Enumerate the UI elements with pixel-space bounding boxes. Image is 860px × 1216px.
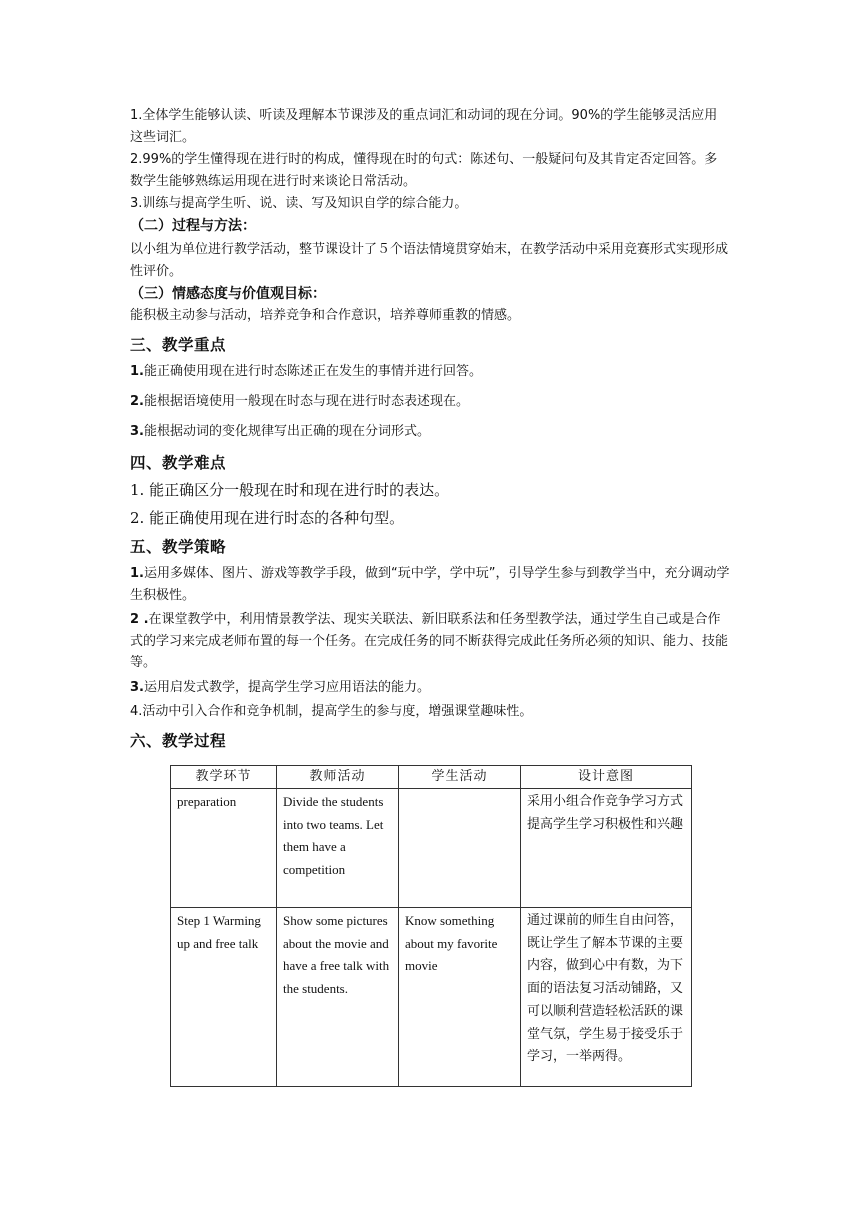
header-design-intent: 设计意图 xyxy=(521,766,692,789)
cell-teacher-activity: Show some pictures about the movie and have a free talk with the students. xyxy=(277,908,399,1087)
difficulties-heading: 四、教学难点 xyxy=(130,454,227,472)
header-teacher-activity: 教师活动 xyxy=(277,766,399,789)
cell-stage: Step 1 Warming up and free talk xyxy=(171,908,277,1087)
teaching-process-table xyxy=(170,765,692,1087)
cell-stage: preparation xyxy=(171,789,277,908)
cell-student-activity: Know something about my favorite movie xyxy=(399,908,521,1087)
difficulty-1: 1. 能正确区分一般现在时和现在进行时的表达。 xyxy=(130,481,450,499)
header-stage: 教学环节 xyxy=(171,766,277,789)
emotion-text: 能积极主动参与活动，培养竞争和合作意识，培养尊师重教的情感。 xyxy=(130,308,521,323)
objective-line-1: 1.全体学生能够认读、听读及理解本节课涉及的重点词汇和动词的现在分词。90%的学生能够灵活应用这些词汇。 xyxy=(130,108,718,145)
process-method-text: 以小组为单位进行教学活动，整节课设计了５个语法情境贯穿始末，在教学活动中采用竞赛形式实现形成性评价。 xyxy=(130,242,729,279)
cell-teacher-activity: Divide the students into two teams. Let them have a competition xyxy=(277,789,399,908)
key-points-heading: 三、教学重点 xyxy=(130,336,227,354)
strategy-item-3: 3.运用启发式教学，提高学生学习应用语法的能力。 xyxy=(130,679,430,695)
cell-design-intent: 通过课前的师生自由问答，既让学生了解本节课的主要内容，做到心中有数，为下面的语法复习活动铺路，又可以顺利营造轻松活跃的课堂气氛，学生易于接受乐于学习，一举两得。 xyxy=(521,908,692,1087)
table-row xyxy=(171,908,692,1087)
key-point-1: 1.能正确使用现在进行时态陈述正在发生的事情并进行回答。 xyxy=(130,364,482,379)
strategy-item-4: 4.活动中引入合作和竞争机制，提高学生的参与度，增强课堂趣味性。 xyxy=(130,704,533,719)
difficulty-2: 2. 能正确使用现在进行时态的各种句型。 xyxy=(130,509,405,527)
objective-line-3: 3.训练与提高学生听、说、读、写及知识自学的综合能力。 xyxy=(130,196,468,211)
emotion-title: （三）情感态度与价值观目标： xyxy=(130,286,326,302)
key-point-3: 3.能根据动词的变化规律写出正确的现在分词形式。 xyxy=(130,424,430,439)
cell-student-activity xyxy=(399,789,521,908)
process-heading: 六、教学过程 xyxy=(130,731,227,750)
strategy-item-1: 1.运用多媒体、图片、游戏等教学手段，做到“玩中学，学中玩”，引导学生参与到教学当中，充分调动学生积极性。 xyxy=(130,566,730,603)
header-student-activity: 学生活动 xyxy=(399,766,521,789)
process-method-title: （二）过程与方法： xyxy=(130,218,256,234)
cell-design-intent: 采用小组合作竞争学习方式提高学生学习积极性和兴趣 xyxy=(521,789,692,908)
strategy-heading: 五、教学策略 xyxy=(130,538,227,556)
table-row xyxy=(171,789,692,908)
strategy-item-2: 2 .在课堂教学中，利用情景教学法、现实关联法、新旧联系法和任务型教学法，通过学生自己或是合作式的学习来完成老师布置的每一个任务。在完成任务的同不断获得完成此任务所必须的知识、能力、技能等。 xyxy=(130,612,729,670)
table-header-row xyxy=(171,766,692,789)
objective-line-2: 2.99%的学生懂得现在进行时的构成，懂得现在时的句式：陈述句、一般疑问句及其肯定否定回答。多数学生能够熟练运用现在进行时来谈论日常活动。 xyxy=(130,152,718,189)
key-point-2: 2.能根据语境使用一般现在时态与现在进行时态表述现在。 xyxy=(130,394,469,409)
document-body xyxy=(130,105,730,757)
